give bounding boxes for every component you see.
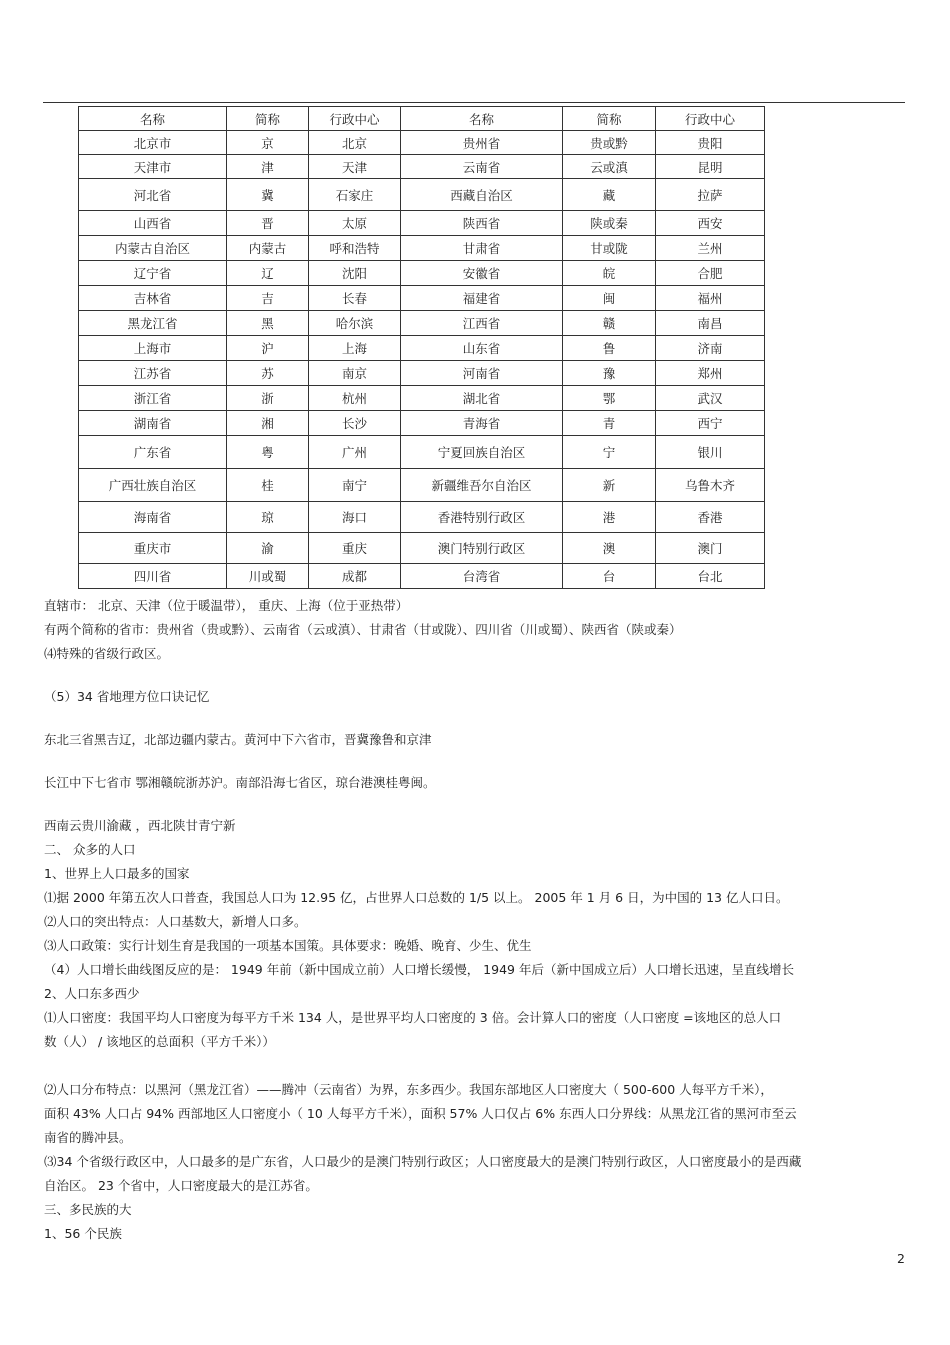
table-cell: 辽 xyxy=(227,261,309,286)
mnemonic-line-2: 长江中下七省市 鄂湘赣皖浙苏沪。南部沿海七省区，琼台港澳桂粤闽。 xyxy=(44,775,436,790)
table-cell: 澳门 xyxy=(656,533,765,564)
table-cell: 天津市 xyxy=(79,155,227,179)
table-row xyxy=(79,564,765,589)
table-cell: 赣 xyxy=(563,311,656,336)
table-row xyxy=(79,336,765,361)
table-cell: 内蒙古自治区 xyxy=(79,236,227,261)
distribution-line-end: 南省的腾冲县。 xyxy=(44,1130,132,1145)
table-row xyxy=(79,261,765,286)
table-cell: 湘 xyxy=(227,411,309,436)
page-number: 2 xyxy=(897,1251,905,1266)
table-cell: 拉萨 xyxy=(656,179,765,211)
table-cell: 沪 xyxy=(227,336,309,361)
table-cell: 长春 xyxy=(309,286,401,311)
table-cell: 天津 xyxy=(309,155,401,179)
table-cell: 郑州 xyxy=(656,361,765,386)
header-name: 名称 xyxy=(79,107,227,131)
table-cell: 台北 xyxy=(656,564,765,589)
table-cell: 香港特别行政区 xyxy=(401,502,563,533)
table-cell: 哈尔滨 xyxy=(309,311,401,336)
census-line: ⑴据 2000 年第五次人口普查，我国总人口为 12.95 亿，占世界人口总数的 1/5 以上。 2005 年 1 月 6 日，为中国的 13 亿人口日。 xyxy=(44,890,789,905)
table-row xyxy=(79,386,765,411)
table-cell: 呼和浩特 xyxy=(309,236,401,261)
table-cell: 武汉 xyxy=(656,386,765,411)
table-row xyxy=(79,311,765,336)
table-cell: 浙江省 xyxy=(79,386,227,411)
table-cell: 河北省 xyxy=(79,179,227,211)
table-row xyxy=(79,179,765,211)
table-cell: 浙 xyxy=(227,386,309,411)
table-cell: 海南省 xyxy=(79,502,227,533)
subheading-largest-population: 1、世界上人口最多的国家 xyxy=(44,866,190,881)
table-cell: 宁 xyxy=(563,436,656,469)
table-cell: 江苏省 xyxy=(79,361,227,386)
table-cell: 乌鲁木齐 xyxy=(656,469,765,502)
table-cell: 昆明 xyxy=(656,155,765,179)
table-cell: 四川省 xyxy=(79,564,227,589)
table-cell: 台湾省 xyxy=(401,564,563,589)
table-cell: 晋 xyxy=(227,211,309,236)
table-cell: 粤 xyxy=(227,436,309,469)
table-row xyxy=(79,436,765,469)
table-cell: 上海市 xyxy=(79,336,227,361)
table-cell: 贵或黔 xyxy=(563,131,656,155)
header-abbr: 简称 xyxy=(227,107,309,131)
table-cell: 广西壮族自治区 xyxy=(79,469,227,502)
table-cell: 川或蜀 xyxy=(227,564,309,589)
table-cell: 上海 xyxy=(309,336,401,361)
table-cell: 福州 xyxy=(656,286,765,311)
table-cell: 苏 xyxy=(227,361,309,386)
table-cell: 云或滇 xyxy=(563,155,656,179)
table-cell: 安徽省 xyxy=(401,261,563,286)
density-line: ⑴人口密度：我国平均人口密度为每平方千米 134 人，是世界平均人口密度的 3 倍。会计算人口的密度（人口密度 =该地区的总人口 xyxy=(44,1010,782,1025)
table-cell: 北京市 xyxy=(79,131,227,155)
table-cell: 鄂 xyxy=(563,386,656,411)
municipalities-line: 直辖市： 北京、天津（位于暖温带）， 重庆、上海（位于亚热带） xyxy=(44,598,409,613)
density-line-cont: 数（人） / 该地区的总面积（平方千米）） xyxy=(44,1034,275,1049)
table-row xyxy=(79,361,765,386)
table-cell: 北京 xyxy=(309,131,401,155)
province-table xyxy=(78,106,765,589)
table-cell: 长沙 xyxy=(309,411,401,436)
table-cell: 广州 xyxy=(309,436,401,469)
table-cell: 济南 xyxy=(656,336,765,361)
table-cell: 成都 xyxy=(309,564,401,589)
table-cell: 青 xyxy=(563,411,656,436)
population-policy-line: ⑶人口政策：实行计划生育是我国的一项基本国策。具体要求：晚婚、晚育、少生、优生 xyxy=(44,938,532,953)
table-cell: 湖北省 xyxy=(401,386,563,411)
table-cell: 西藏自治区 xyxy=(401,179,563,211)
table-row xyxy=(79,533,765,564)
distribution-line-cont: 面积 43% 人口占 94% 西部地区人口密度小（ 10 人每平方千米），面积 57% 人口仅占 6% 东西人口分界线：从黑龙江省的黑河市至云 xyxy=(44,1106,797,1121)
section-heading-population: 二、 众多的人口 xyxy=(44,842,136,857)
table-cell: 鲁 xyxy=(563,336,656,361)
table-cell: 琼 xyxy=(227,502,309,533)
table-cell: 京 xyxy=(227,131,309,155)
table-cell: 辽宁省 xyxy=(79,261,227,286)
growth-curve-line: （4）人口增长曲线图反应的是： 1949 年前（新中国成立前）人口增长缓慢， 1949 年后（新中国成立后）人口增长迅速，呈直线增长 xyxy=(44,962,794,977)
table-cell: 澳门特别行政区 xyxy=(401,533,563,564)
table-cell: 藏 xyxy=(563,179,656,211)
table-row xyxy=(79,236,765,261)
header-abbr: 简称 xyxy=(563,107,656,131)
table-cell: 广东省 xyxy=(79,436,227,469)
table-cell: 新 xyxy=(563,469,656,502)
table-cell: 香港 xyxy=(656,502,765,533)
table-cell: 江西省 xyxy=(401,311,563,336)
table-cell: 贵州省 xyxy=(401,131,563,155)
table-cell: 合肥 xyxy=(656,261,765,286)
table-cell: 海口 xyxy=(309,502,401,533)
dual-abbreviation-line: 有两个简称的省市：贵州省（贵或黔）、云南省（云或滇）、甘肃省（甘或陇）、四川省（川或蜀）、陕西省（陕或秦） xyxy=(44,622,682,637)
table-cell: 宁夏回族自治区 xyxy=(401,436,563,469)
table-cell: 青海省 xyxy=(401,411,563,436)
table-cell: 黑 xyxy=(227,311,309,336)
table-cell: 皖 xyxy=(563,261,656,286)
table-row xyxy=(79,502,765,533)
subheading-east-west: 2、人口东多西少 xyxy=(44,986,140,1001)
distribution-line: ⑵人口分布特点：以黑河（黑龙江省）——腾冲（云南省）为界，东多西少。我国东部地区人口密度大（ 500-600 人每平方千米）， xyxy=(44,1082,773,1097)
table-cell: 沈阳 xyxy=(309,261,401,286)
table-cell: 南昌 xyxy=(656,311,765,336)
table-cell: 重庆市 xyxy=(79,533,227,564)
mnemonic-line-3: 西南云贵川渝藏 ，西北陕甘青宁新 xyxy=(44,818,236,833)
table-cell: 重庆 xyxy=(309,533,401,564)
table-cell: 台 xyxy=(563,564,656,589)
top-rule xyxy=(43,102,905,103)
table-cell: 山西省 xyxy=(79,211,227,236)
table-cell: 杭州 xyxy=(309,386,401,411)
province-ranking-line: ⑶34 个省级行政区中，人口最多的是广东省，人口最少的是澳门特别行政区；人口密度最大的是澳门特别行政区，人口密度最小的是西藏 xyxy=(44,1154,802,1169)
table-cell: 贵阳 xyxy=(656,131,765,155)
mnemonic-heading: （5）34 省地理方位口诀记忆 xyxy=(44,689,210,704)
table-cell: 新疆维吾尔自治区 xyxy=(401,469,563,502)
table-cell: 西安 xyxy=(656,211,765,236)
table-cell: 山东省 xyxy=(401,336,563,361)
table-cell: 桂 xyxy=(227,469,309,502)
table-cell: 兰州 xyxy=(656,236,765,261)
table-cell: 云南省 xyxy=(401,155,563,179)
section-heading-ethnic: 三、多民族的大 xyxy=(44,1202,132,1217)
table-cell: 湖南省 xyxy=(79,411,227,436)
table-row xyxy=(79,211,765,236)
header-name: 名称 xyxy=(401,107,563,131)
table-cell: 银川 xyxy=(656,436,765,469)
table-cell: 陕或秦 xyxy=(563,211,656,236)
table-cell: 闽 xyxy=(563,286,656,311)
table-cell: 太原 xyxy=(309,211,401,236)
table-row xyxy=(79,469,765,502)
mnemonic-line-1: 东北三省黑吉辽，北部边疆内蒙古。黄河中下六省市，晋冀豫鲁和京津 xyxy=(44,732,432,747)
table-cell: 港 xyxy=(563,502,656,533)
province-ranking-line-cont: 自治区。 23 个省中，人口密度最大的是江苏省。 xyxy=(44,1178,318,1193)
population-features-line: ⑵人口的突出特点：人口基数大，新增人口多。 xyxy=(44,914,307,929)
table-cell: 澳 xyxy=(563,533,656,564)
table-cell: 西宁 xyxy=(656,411,765,436)
table-cell: 吉林省 xyxy=(79,286,227,311)
table-cell: 甘或陇 xyxy=(563,236,656,261)
table-cell: 津 xyxy=(227,155,309,179)
table-row xyxy=(79,286,765,311)
table-cell: 南京 xyxy=(309,361,401,386)
table-cell: 福建省 xyxy=(401,286,563,311)
table-row xyxy=(79,411,765,436)
header-capital: 行政中心 xyxy=(309,107,401,131)
table-row xyxy=(79,155,765,179)
table-header-row xyxy=(79,107,765,131)
subheading-56-ethnic-groups: 1、56 个民族 xyxy=(44,1226,122,1241)
header-capital: 行政中心 xyxy=(656,107,765,131)
table-cell: 河南省 xyxy=(401,361,563,386)
table-cell: 渝 xyxy=(227,533,309,564)
table-cell: 陕西省 xyxy=(401,211,563,236)
table-cell: 吉 xyxy=(227,286,309,311)
table-cell: 豫 xyxy=(563,361,656,386)
table-cell: 南宁 xyxy=(309,469,401,502)
table-cell: 甘肃省 xyxy=(401,236,563,261)
table-cell: 黑龙江省 xyxy=(79,311,227,336)
special-regions-line: ⑷特殊的省级行政区。 xyxy=(44,646,170,661)
table-row xyxy=(79,131,765,155)
table-cell: 冀 xyxy=(227,179,309,211)
table-cell: 石家庄 xyxy=(309,179,401,211)
table-cell: 内蒙古 xyxy=(227,236,309,261)
